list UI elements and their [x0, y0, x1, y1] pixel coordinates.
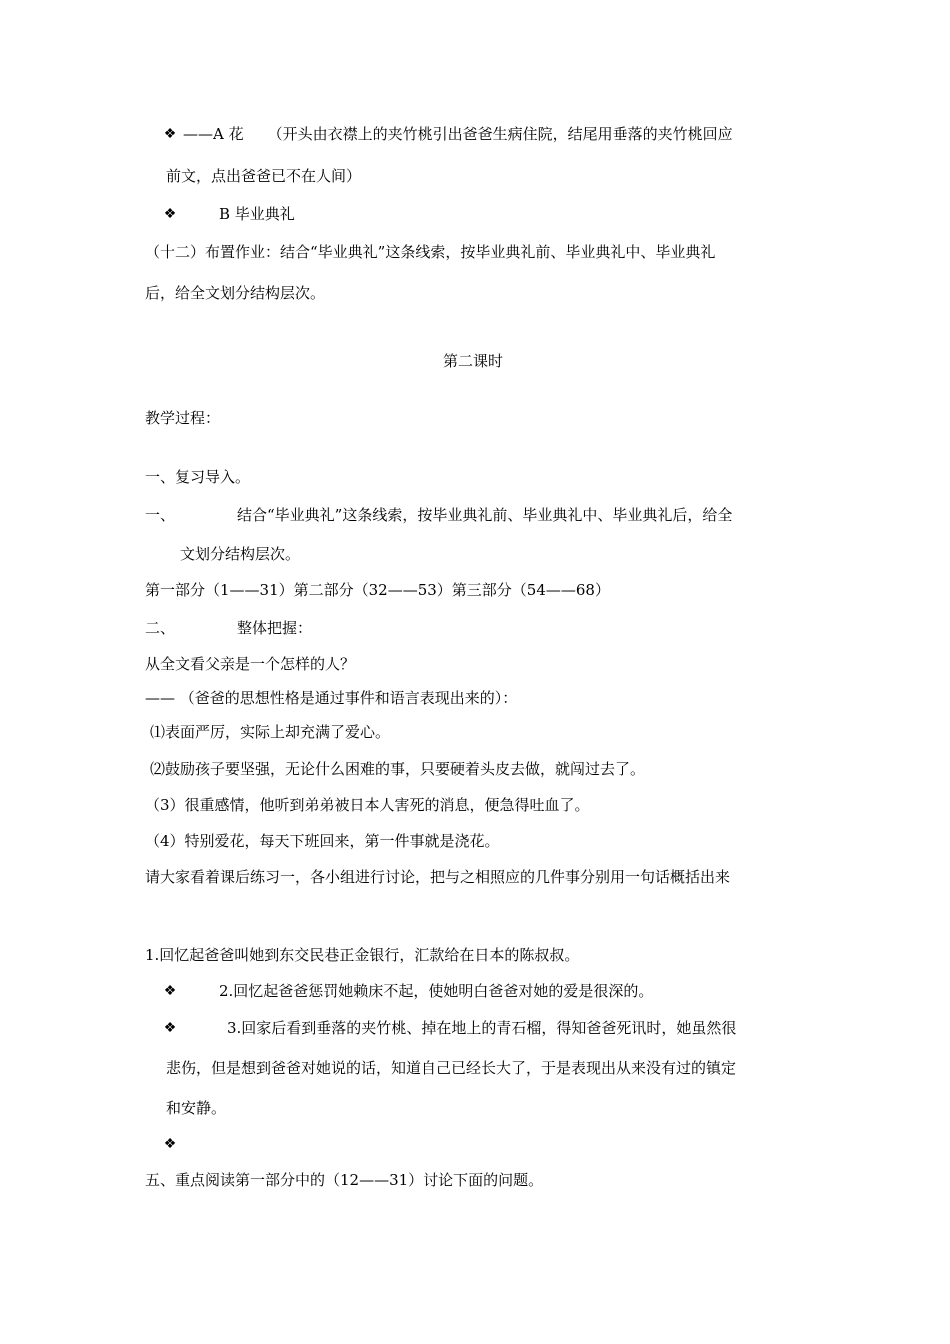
lesson-title: 第二课时: [443, 352, 504, 370]
trait-item-4: （4）特别爱花，每天下班回来，第一件事就是浇花。: [145, 832, 500, 850]
homework-paragraph-line-1: （十二）布置作业：结合“毕业典礼”这条线索，按毕业典礼前、毕业典礼中、毕业典礼: [145, 243, 716, 261]
event-item-3-line-2: 悲伤，但是想到爸爸对她说的话，知道自己已经长大了，于是表现出从来没有过的镇定: [166, 1059, 737, 1077]
section-overview-number: 二、: [145, 619, 176, 637]
bullet-item-flower: [183, 124, 733, 144]
trait-item-3: （3）很重感情，他听到弟弟被日本人害死的消息，便急得吐血了。: [145, 796, 590, 814]
event-item-3-line-1: 3.回家后看到垂落的夹竹桃、掉在地上的青石榴，得知爸爸死讯时，她虽然很: [227, 1019, 737, 1037]
homework-paragraph-line-2: 后，给全文划分结构层次。: [145, 284, 326, 302]
teaching-process-label: 教学过程：: [145, 409, 221, 427]
father-question: 从全文看父亲是一个怎样的人？: [145, 655, 356, 673]
section-key-reading-heading: 五、重点阅读第一部分中的（12——31）讨论下面的问题。: [145, 1171, 544, 1189]
bullet-item-flower-prefix: ——A 花: [183, 125, 244, 143]
bullet-diamond-icon: [162, 1134, 178, 1154]
bullet-diamond-icon: [162, 981, 178, 1001]
structure-parts: 第一部分（1——31）第二部分（32——53）第三部分（54——68）: [145, 581, 610, 599]
bullet-diamond-icon: [162, 204, 178, 224]
bullet-diamond-icon: [162, 124, 178, 144]
section-review-item-line-1: 结合“毕业典礼”这条线索，按毕业典礼前、毕业典礼中、毕业典礼后，给全: [237, 506, 733, 524]
event-item-2: 2.回忆起爸爸惩罚她赖床不起，使她明白爸爸对她的爱是很深的。: [219, 982, 654, 1000]
exercise-instruction: 请大家看着课后练习一，各小组进行讨论，把与之相照应的几件事分别用一句话概括出来: [145, 868, 731, 886]
trait-item-1: ⑴表面严厉，实际上却充满了爱心。: [150, 723, 391, 741]
section-overview-heading: 整体把握：: [237, 619, 313, 637]
section-review-heading: 一、复习导入。: [145, 468, 251, 486]
event-item-3-line-3: 和安静。: [166, 1099, 227, 1117]
bullet-diamond-icon: [162, 1018, 178, 1038]
bullet-item-flower-note: （开头由衣襟上的夹竹桃引出爸爸生病住院，结尾用垂落的夹竹桃回应: [267, 125, 733, 143]
section-review-item-line-2: 文划分结构层次。: [180, 545, 301, 563]
bullet-item-graduation: B 毕业典礼: [219, 205, 295, 223]
bullet-item-flower-continuation: 前文，点出爸爸已不在人间）: [166, 167, 362, 185]
trait-item-2: ⑵鼓励孩子要坚强，无论什么困难的事，只要硬着头皮去做，就闯过去了。: [150, 760, 646, 778]
event-item-1: 1.回忆起爸爸叫她到东交民巷正金银行，汇款给在日本的陈叔叔。: [145, 946, 580, 964]
character-note: —— （爸爸的思想性格是通过事件和语言表现出来的）：: [145, 689, 518, 707]
section-review-item-number: 一、: [145, 506, 176, 524]
